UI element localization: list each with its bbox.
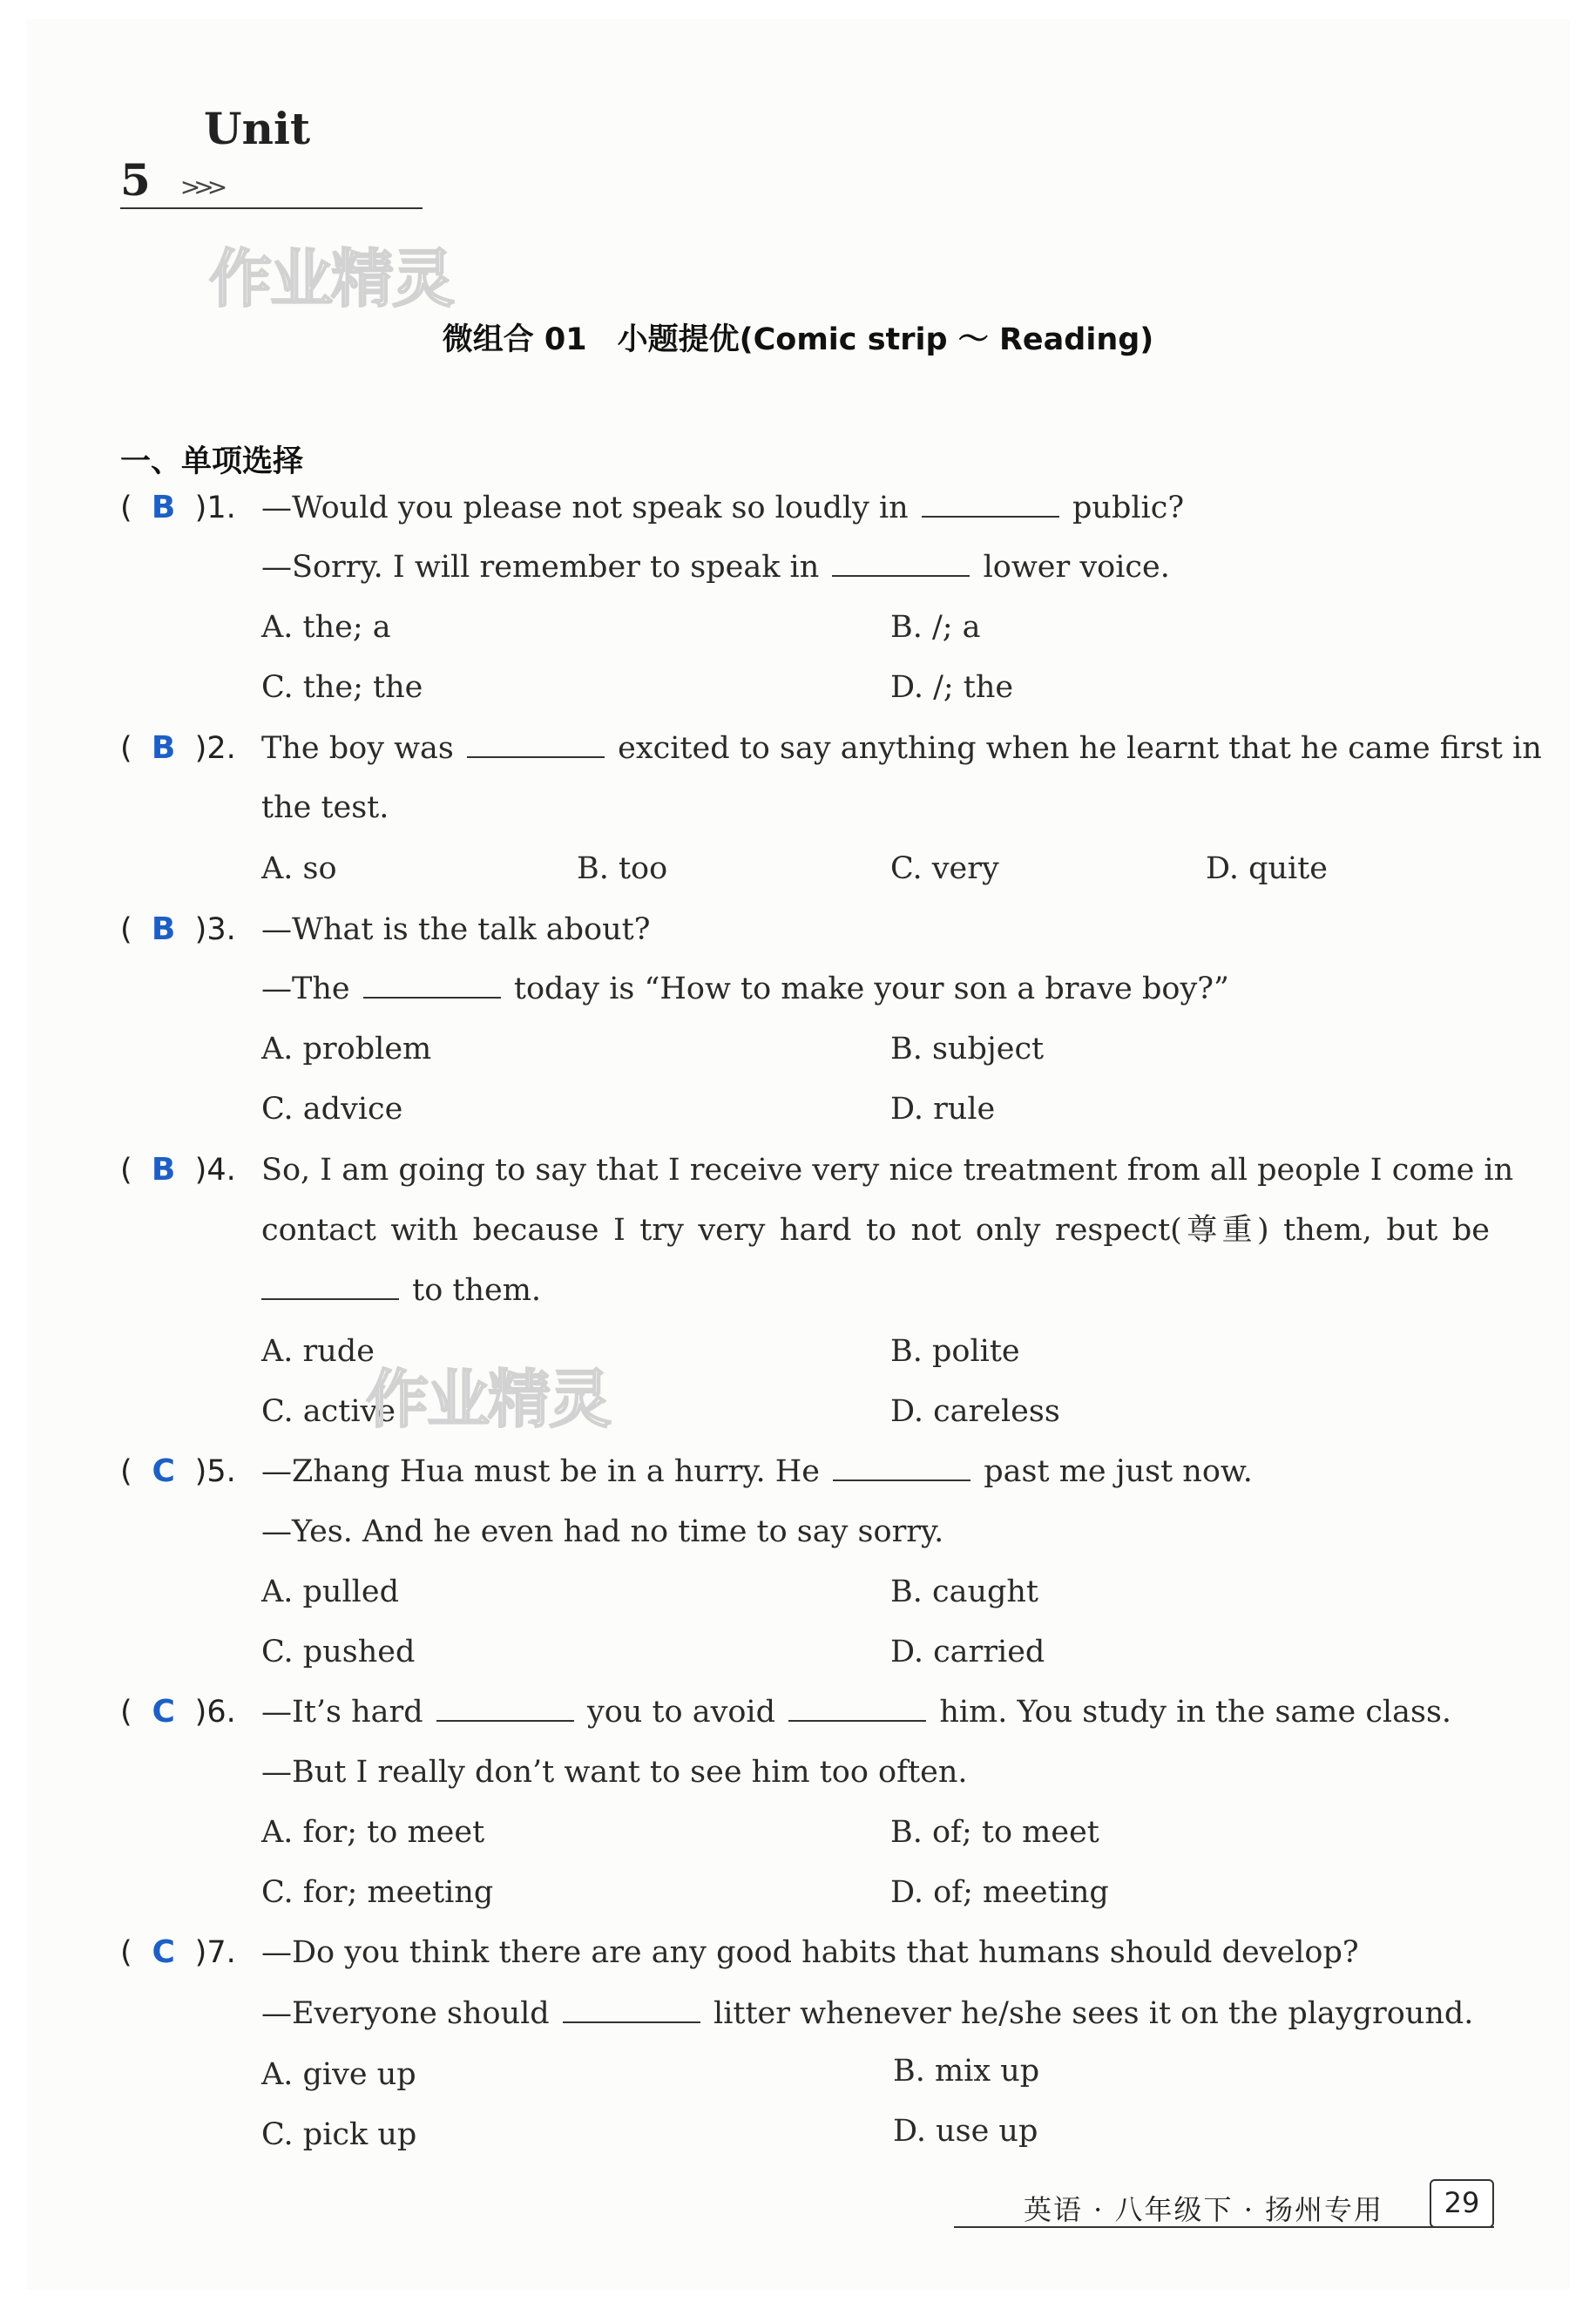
option: D. careless — [890, 1394, 1060, 1429]
question-7-line-1: —Do you think there are any good habits that humans should develop? — [261, 1935, 1359, 1970]
option: A. give up — [261, 2057, 416, 2092]
option: D. quite — [1206, 851, 1328, 886]
blank — [833, 1453, 970, 1481]
blank — [363, 971, 501, 999]
footer-text: 英语 · 八年级下 · 扬州专用 — [1024, 2193, 1384, 2226]
option: D. use up — [893, 2114, 1038, 2149]
option: C. for; meeting — [261, 1875, 494, 1910]
option: C. active — [261, 1394, 396, 1429]
section-title: 微组合 01 小题提优(Comic strip ～ Reading) — [442, 322, 1154, 357]
question-number: 5. — [206, 1454, 236, 1489]
question-number: 2. — [206, 731, 236, 766]
question-3-line-1: —What is the talk about? — [261, 912, 651, 947]
question-5-line-2: —Yes. And he even had no time to say sorry. — [261, 1514, 944, 1549]
question-3-header: ( B )3. — [120, 911, 236, 947]
question-6-line-2: —But I really don’t want to see him too often. — [261, 1755, 968, 1790]
option: A. rude — [261, 1334, 375, 1369]
blank — [261, 1272, 399, 1300]
option: A. for; to meet — [261, 1815, 485, 1850]
option: B. caught — [890, 1574, 1038, 1609]
question-1-header: ( B )1. — [120, 490, 236, 525]
answer-q5: C — [152, 1453, 175, 1489]
option: D. of; meeting — [890, 1875, 1109, 1910]
option: A. problem — [261, 1032, 432, 1066]
unit-label: Unit 5 — [120, 103, 311, 206]
answer-q3: B — [151, 911, 176, 947]
question-4-line-3: to them. — [261, 1272, 541, 1309]
page-number: 29 — [1430, 2179, 1494, 2228]
option: D. rule — [890, 1092, 996, 1127]
option: B. polite — [890, 1334, 1020, 1369]
answer-q4: B — [151, 1152, 176, 1188]
question-number: 1. — [206, 491, 236, 525]
option: A. pulled — [261, 1574, 399, 1609]
question-5-header: ( C )5. — [120, 1453, 236, 1489]
blank — [563, 1995, 700, 2023]
question-1-line-1: —Would you please not speak so loudly in public? — [261, 491, 1185, 525]
question-5-line-1: —Zhang Hua must be in a hurry. He past me just now. — [261, 1454, 1253, 1489]
question-3-line-2: —The today is “How to make your son a brave boy?” — [261, 972, 1229, 1006]
question-6-header: ( C )6. — [120, 1694, 236, 1730]
option: C. very — [890, 851, 999, 886]
blank — [436, 1694, 574, 1722]
question-4-line-1: So, I am going to say that I receive very nice treatment from all people I come in — [261, 1153, 1514, 1188]
answer-q1: B — [151, 490, 176, 525]
question-1-line-2: —Sorry. I will remember to speak in lower voice. — [261, 550, 1170, 585]
question-7-header: ( C )7. — [120, 1934, 236, 1970]
option: B. /; a — [890, 610, 981, 645]
watermark: 作业精灵 — [366, 1363, 611, 1436]
blank — [788, 1694, 926, 1722]
question-2-line-2: the test. — [261, 790, 389, 825]
page-footer — [954, 2183, 1494, 2228]
question-6-line-1: —It’s hard you to avoid him. You study in the same class. — [261, 1695, 1452, 1730]
question-4-header: ( B )4. — [120, 1152, 236, 1188]
question-number: 3. — [206, 912, 236, 947]
answer-q6: C — [152, 1694, 175, 1730]
option: C. pick up — [261, 2117, 417, 2152]
option: B. subject — [890, 1032, 1045, 1066]
question-2-header: ( B )2. — [120, 730, 236, 766]
answer-q7: C — [152, 1934, 175, 1970]
option: B. of; to meet — [890, 1815, 1099, 1850]
question-4-line-2: contact with because I try very hard to not only respect(尊重) them, but be — [261, 1213, 1490, 1248]
watermark: 作业精灵 — [209, 242, 454, 315]
part-heading: 一、单项选择 — [120, 444, 304, 479]
question-2-line-1: The boy was excited to say anything when he learnt that he came first in — [261, 731, 1542, 766]
option: C. advice — [261, 1092, 403, 1127]
option: C. pushed — [261, 1635, 416, 1669]
option: D. carried — [890, 1635, 1045, 1669]
option: A. so — [261, 851, 337, 886]
blank — [832, 549, 970, 577]
option: C. the; the — [261, 670, 423, 705]
question-number: 4. — [206, 1153, 236, 1188]
blank — [467, 730, 605, 758]
option: B. too — [577, 851, 668, 886]
triple-arrow-icon: >>> — [179, 173, 221, 201]
question-7-line-2: —Everyone should litter whenever he/she sees it on the playground. — [261, 1996, 1474, 2031]
option: B. mix up — [893, 2054, 1040, 2089]
blank — [922, 490, 1059, 518]
answer-q2: B — [151, 730, 176, 766]
unit-title — [120, 103, 423, 209]
question-number: 6. — [206, 1695, 236, 1730]
option: A. the; a — [261, 610, 391, 645]
option: D. /; the — [890, 670, 1014, 705]
question-number: 7. — [206, 1935, 236, 1970]
